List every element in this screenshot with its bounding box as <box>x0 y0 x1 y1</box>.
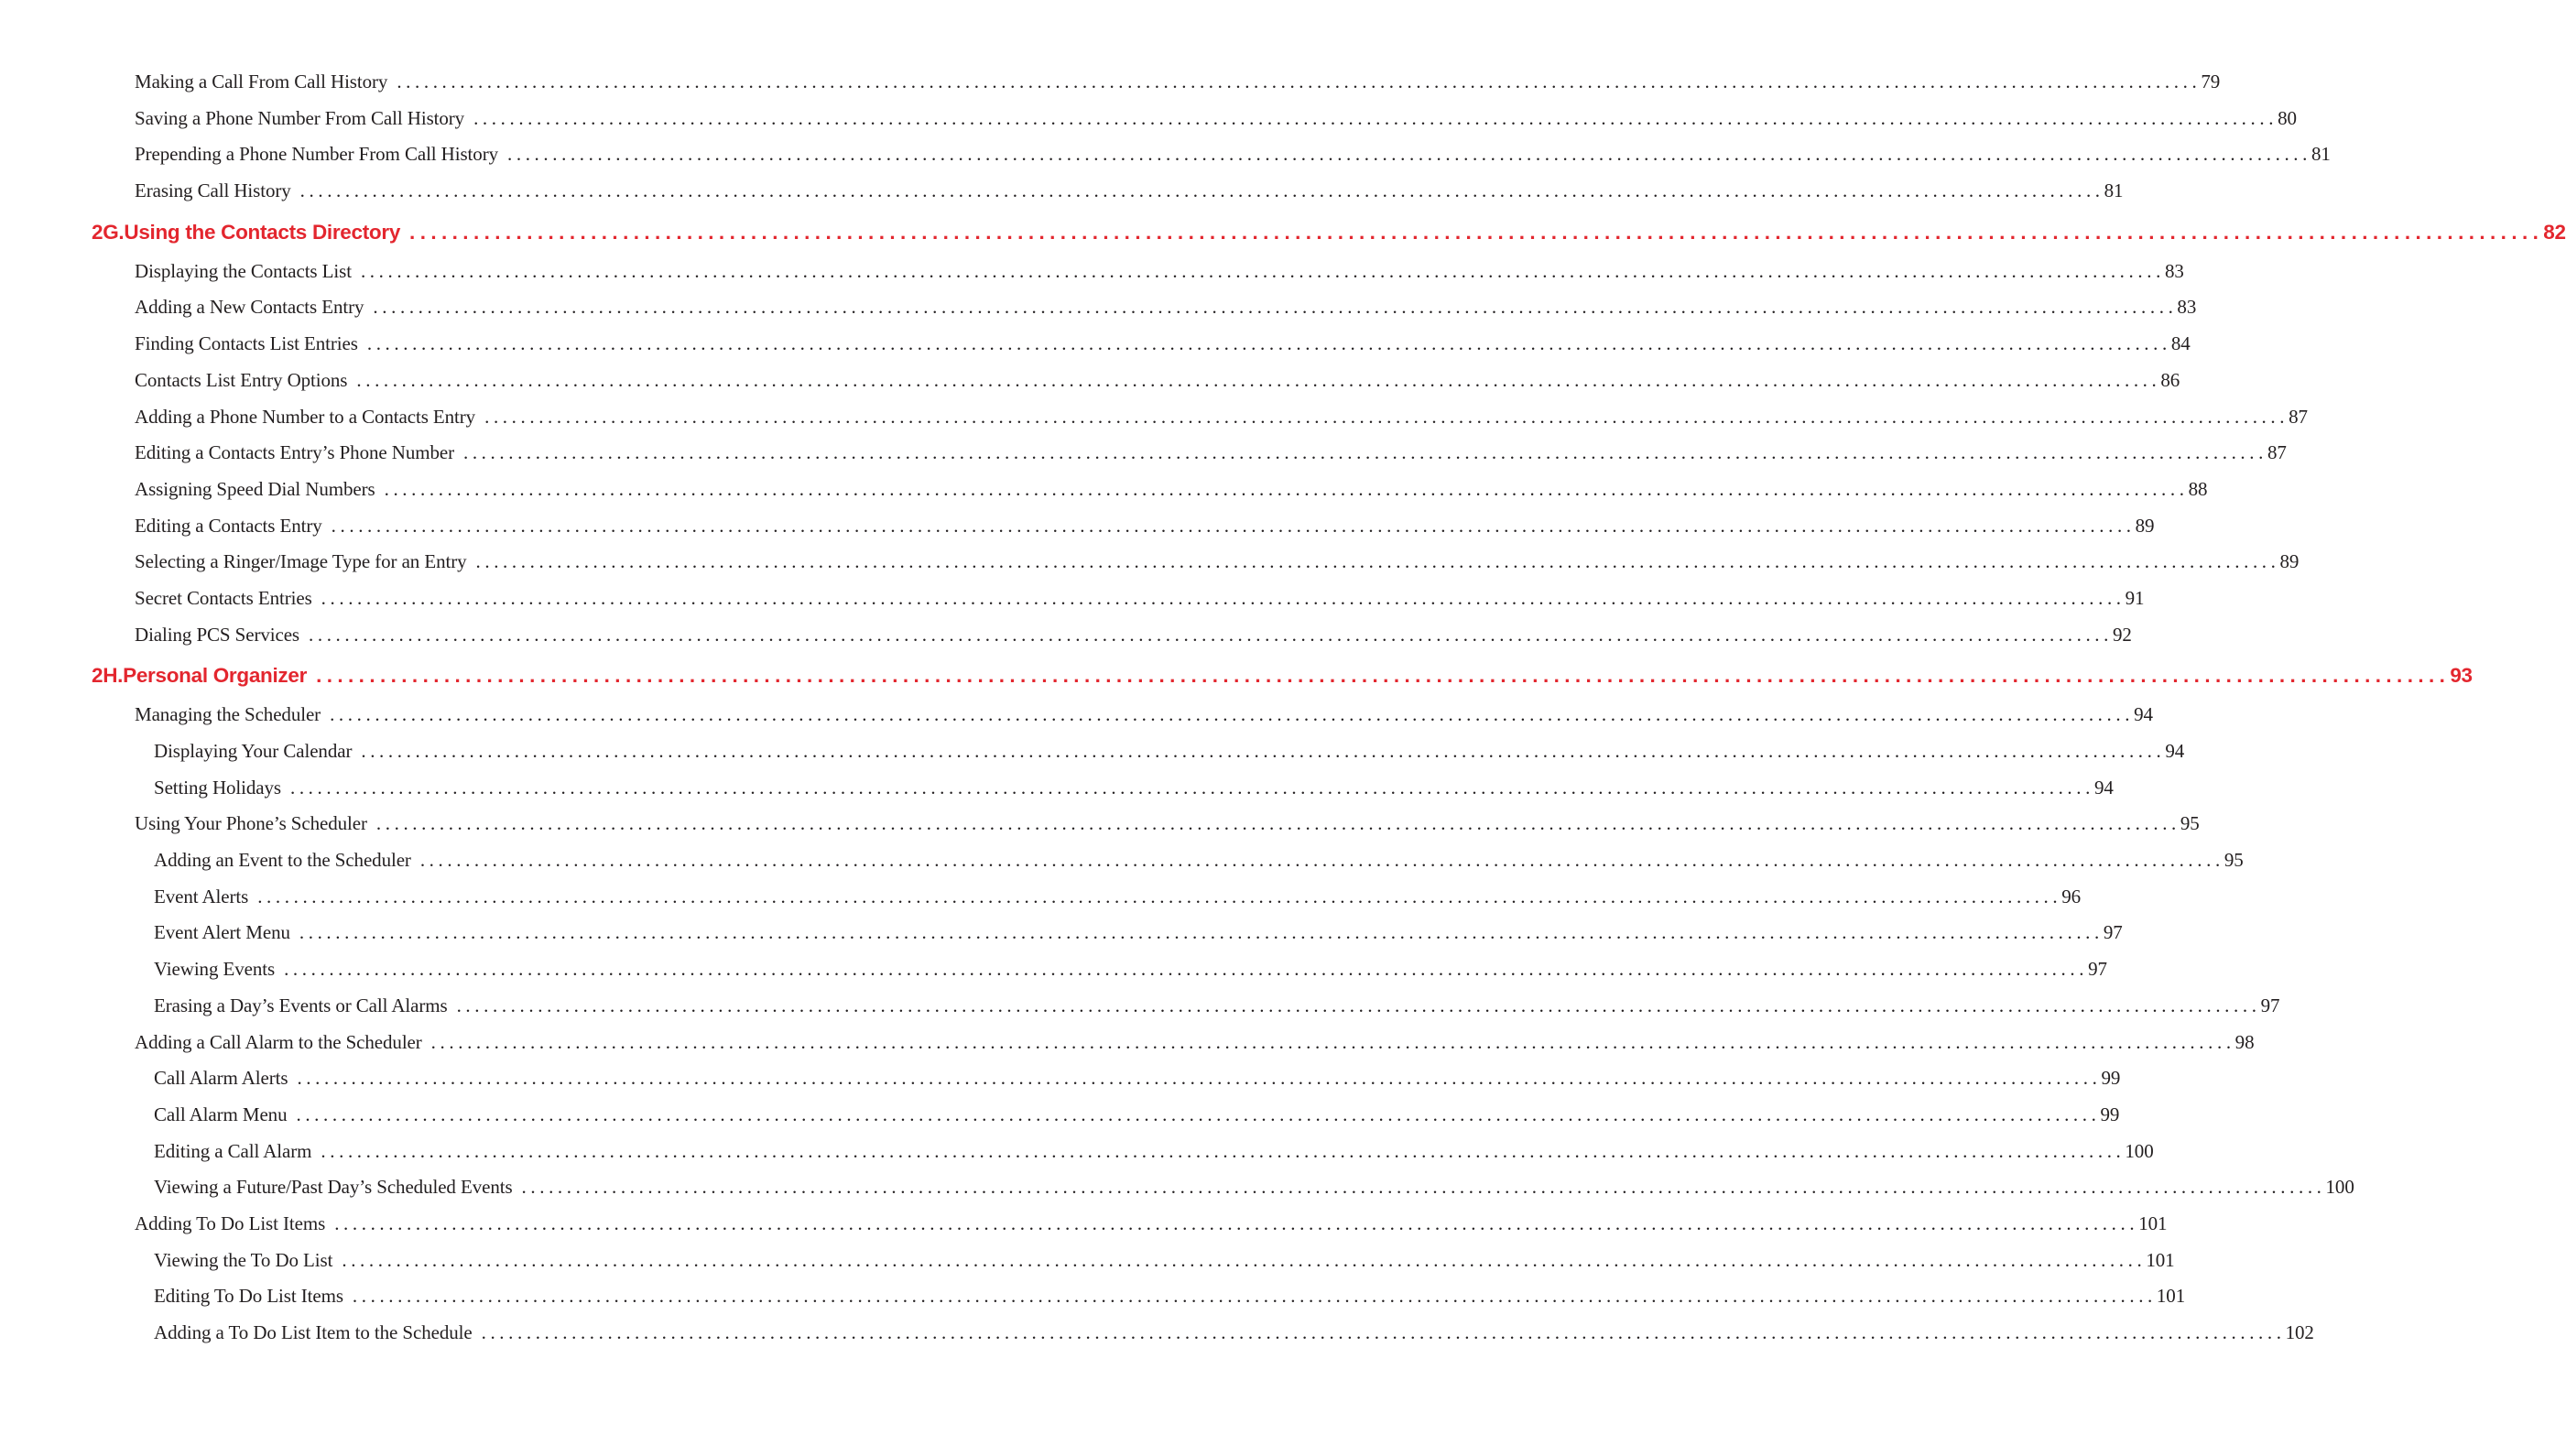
toc-entry[interactable] <box>0 842 2244 879</box>
dot-leader: ........................................................................................................................................................................................................ <box>296 1103 2101 1125</box>
toc-entry-title: Adding a To Do List Item to the Schedule <box>154 1321 473 1343</box>
dot-leader: ........................................................................................................................................................................................................ <box>289 776 2094 799</box>
dot-leader: ........................................................................................................................................................................................................ <box>297 1067 2102 1090</box>
page-number: 95 <box>2180 812 2200 835</box>
toc-entry-title: Assigning Speed Dial Numbers <box>135 477 375 500</box>
page-number: 95 <box>2224 849 2244 872</box>
toc-entry[interactable] <box>0 136 2331 173</box>
dot-leader: ........................................................................................................................................................................................................ <box>473 106 2278 129</box>
toc-entry[interactable] <box>0 1206 2168 1243</box>
toc-entry[interactable] <box>0 988 2280 1025</box>
dot-leader: ........................................................................................................................................................................................................ <box>366 332 2171 355</box>
toc-entry[interactable] <box>0 64 2221 101</box>
page-number: 101 <box>2138 1212 2168 1234</box>
dot-leader: ........................................................................................................................................................................................................ <box>331 514 2136 537</box>
page-number: 83 <box>2164 259 2184 282</box>
page-number: 81 <box>2104 179 2124 202</box>
dot-leader: ........................................................................................................................................................................................................ <box>257 885 2062 907</box>
toc-entry-title: Editing a Contacts Entry <box>135 514 322 537</box>
toc-entry[interactable] <box>0 951 2107 988</box>
page-number: 80 <box>2278 106 2297 129</box>
page-number: 94 <box>2134 703 2153 726</box>
toc-entry[interactable] <box>0 326 2191 363</box>
toc-entry-title: Prepending a Phone Number From Call History <box>135 143 498 166</box>
page-number: 86 <box>2160 368 2180 391</box>
toc-entry-title: Selecting a Ringer/Image Type for an Entry <box>135 550 467 573</box>
dot-leader: ........................................................................................................................................................................................................ <box>481 1321 2286 1343</box>
dot-leader: ........................................................................................................................................................................................................ <box>321 586 2126 609</box>
toc-entry-title: Managing the Scheduler <box>135 703 321 726</box>
dot-leader: ........................................................................................................................................................................................................ <box>375 812 2180 835</box>
page-number: 99 <box>2100 1103 2120 1125</box>
toc-entry-title: Call Alarm Menu <box>154 1103 288 1125</box>
page-number: 97 <box>2260 994 2280 1016</box>
page-number: 96 <box>2061 885 2082 907</box>
page-number: 87 <box>2267 441 2287 464</box>
section-number: 2G. <box>92 220 125 244</box>
page-number: 99 <box>2101 1067 2121 1090</box>
page-number: 91 <box>2125 586 2145 609</box>
dot-leader: ........................................................................................................................................................................................................ <box>356 368 2161 391</box>
dot-leader: ........................................................................................................................................................................................................ <box>361 740 2166 762</box>
toc-entry-title: Erasing a Day’s Events or Call Alarms <box>154 994 448 1016</box>
toc-entry[interactable] <box>0 1169 2354 1206</box>
page-number: 82 <box>2543 220 2566 244</box>
toc-entry[interactable] <box>0 617 2132 654</box>
dot-leader: ........................................................................................................................................................................................................ <box>462 441 2267 464</box>
toc-entry-title: Call Alarm Alerts <box>154 1067 288 1090</box>
toc-entry[interactable] <box>0 472 2208 508</box>
page-number: 97 <box>2103 921 2123 944</box>
dot-leader: ........................................................................................................................................................................................................ <box>456 994 2261 1016</box>
section-number: 2H. <box>92 664 124 688</box>
dot-leader: ........................................................................................................................................................................................................ <box>309 623 2113 646</box>
page-number: 81 <box>2311 143 2331 166</box>
toc-entry-title: Adding To Do List Items <box>135 1212 326 1234</box>
dot-leader: ........................................................................................................................................................................................................ <box>430 1030 2235 1053</box>
page-number: 94 <box>2093 776 2114 799</box>
dot-leader: ........................................................................................................................................................................................................ <box>409 220 2544 244</box>
toc-entry-title: Setting Holidays <box>154 776 281 799</box>
toc-entry[interactable] <box>0 770 2114 807</box>
page-number: 88 <box>2188 477 2208 500</box>
dot-leader: ........................................................................................................................................................................................................ <box>299 921 2104 944</box>
toc-entry-title: Adding a Phone Number to a Contacts Entry <box>135 405 476 428</box>
toc-entry[interactable] <box>0 879 2082 916</box>
toc-entry-title: Making a Call From Call History <box>135 71 388 92</box>
page-number: 97 <box>2088 958 2107 981</box>
toc-entry-title: Event Alerts <box>154 885 249 907</box>
toc-entry-title: Displaying the Contacts List <box>135 259 352 282</box>
page-number: 89 <box>2279 550 2300 573</box>
page-number: 87 <box>2289 405 2308 428</box>
toc-entry-title: Erasing Call History <box>135 179 291 202</box>
toc-entry[interactable] <box>0 697 2153 733</box>
toc-entry-title: Adding a New Contacts Entry <box>135 296 364 319</box>
toc-entry-title: Editing To Do List Items <box>154 1285 343 1308</box>
dot-leader: ........................................................................................................................................................................................................ <box>316 664 2451 688</box>
page-number: 101 <box>2146 1248 2175 1271</box>
toc-entry-title: Contacts List Entry Options <box>135 368 348 391</box>
dot-leader: ........................................................................................................................................................................................................ <box>373 296 2178 319</box>
toc-entry[interactable] <box>0 1025 2255 1061</box>
toc-entry-title: Adding a Call Alarm to the Scheduler <box>135 1030 422 1053</box>
dot-leader: ........................................................................................................................................................................................................ <box>475 550 2280 573</box>
toc-entry-title: Dialing PCS Services <box>135 623 299 646</box>
toc-entry-title: Viewing the To Do List <box>154 1248 333 1271</box>
toc-entry[interactable] <box>0 1134 2154 1170</box>
toc-entry[interactable] <box>0 1278 2186 1315</box>
page-number: 92 <box>2113 623 2132 646</box>
dot-leader: ........................................................................................................................................................................................................ <box>360 259 2165 282</box>
dot-leader: ........................................................................................................................................................................................................ <box>321 1139 2126 1162</box>
page-number: 101 <box>2156 1285 2186 1308</box>
toc-entry-title: Event Alert Menu <box>154 921 290 944</box>
toc-entry-title: Viewing a Future/Past Day’s Scheduled Events <box>154 1176 513 1199</box>
toc-entry[interactable] <box>0 1315 2314 1352</box>
toc-entry[interactable] <box>0 915 2123 951</box>
toc-entry[interactable] <box>0 173 2124 210</box>
dot-leader: ........................................................................................................................................................................................................ <box>419 849 2224 872</box>
dot-leader: ........................................................................................................................................................................................................ <box>342 1248 2147 1271</box>
toc-entry[interactable] <box>0 399 2308 436</box>
page-number: 100 <box>2325 1176 2354 1199</box>
dot-leader: ........................................................................................................................................................................................................ <box>397 71 2202 92</box>
dot-leader: ........................................................................................................................................................................................................ <box>299 179 2104 202</box>
toc-entry[interactable] <box>0 806 2200 842</box>
dot-leader: ........................................................................................................................................................................................................ <box>284 958 2089 981</box>
toc-entry[interactable] <box>0 544 2300 581</box>
toc-entry[interactable] <box>0 1060 2121 1097</box>
toc-entry[interactable] <box>0 289 2197 326</box>
toc-entry[interactable] <box>0 581 2145 617</box>
toc-section-heading[interactable] <box>0 212 2566 254</box>
page-number: 93 <box>2450 664 2473 688</box>
toc-entry[interactable] <box>0 733 2185 770</box>
toc-entry-title: Adding an Event to the Scheduler <box>154 849 411 872</box>
page-number: 94 <box>2165 740 2185 762</box>
page-number: 98 <box>2234 1030 2255 1053</box>
toc-entry-title: Secret Contacts Entries <box>135 586 312 609</box>
page-number: 100 <box>2125 1139 2154 1162</box>
toc-entry[interactable] <box>0 254 2184 290</box>
toc-entry-title: Finding Contacts List Entries <box>135 332 358 355</box>
page-number: 79 <box>2201 71 2221 92</box>
dot-leader: ........................................................................................................................................................................................................ <box>521 1176 2326 1199</box>
toc-entry[interactable] <box>0 1243 2175 1279</box>
dot-leader: ........................................................................................................................................................................................................ <box>484 405 2289 428</box>
toc-section-heading[interactable] <box>0 655 2473 697</box>
dot-leader: ........................................................................................................................................................................................................ <box>507 143 2311 166</box>
toc-entry[interactable] <box>0 508 2155 545</box>
page-number: 102 <box>2285 1321 2314 1343</box>
table-of-contents <box>0 64 2566 1352</box>
toc-entry[interactable] <box>0 1097 2120 1134</box>
dot-leader: ........................................................................................................................................................................................................ <box>334 1212 2139 1234</box>
toc-entry-title: Using Your Phone’s Scheduler <box>135 812 367 835</box>
toc-entry-title: Editing a Call Alarm <box>154 1139 312 1162</box>
toc-entry[interactable] <box>0 101 2297 137</box>
toc-entry-title: Editing a Contacts Entry’s Phone Number <box>135 441 454 464</box>
page-number: 84 <box>2170 332 2191 355</box>
toc-entry-title: Saving a Phone Number From Call History <box>135 106 465 129</box>
toc-entry[interactable] <box>0 435 2287 472</box>
toc-entry-title: Viewing Events <box>154 958 276 981</box>
page-number: 89 <box>2135 514 2155 537</box>
page-number: 83 <box>2177 296 2197 319</box>
toc-entry-title: Personal Organizer <box>123 664 308 688</box>
toc-entry[interactable] <box>0 363 2180 399</box>
dot-leader: ........................................................................................................................................................................................................ <box>330 703 2135 726</box>
dot-leader: ........................................................................................................................................................................................................ <box>384 477 2189 500</box>
dot-leader: ........................................................................................................................................................................................................ <box>352 1285 2157 1308</box>
toc-entry-title: Using the Contacts Directory <box>124 220 401 244</box>
toc-entry-title: Displaying Your Calendar <box>154 740 353 762</box>
